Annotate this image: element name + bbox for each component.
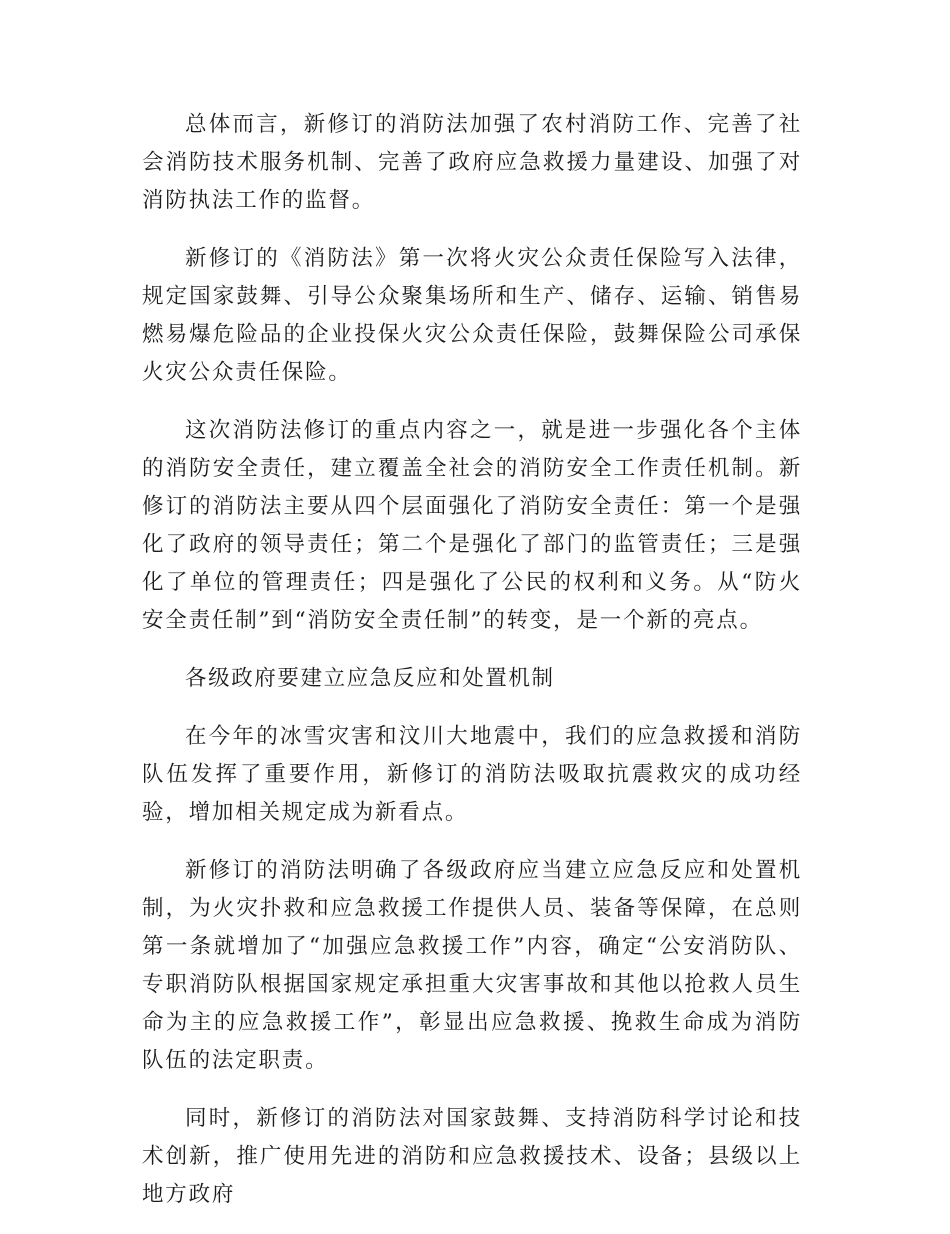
paragraph-summary: 总体而言，新修订的消防法加强了农村消防工作、完善了社会消防技术服务机制、完善了政府应急救援力量建设、加强了对消防执法工作的监督。 bbox=[142, 112, 802, 213]
paragraph-disaster-experience: 在今年的冰雪灾害和汶川大地震中，我们的应急救援和消防队伍发挥了重要作用，新修订的消防法吸取抗震救灾的成功经验，增加相关规定成为新看点。 bbox=[142, 724, 802, 825]
section-heading: 各级政府要建立应急反应和处置机制 bbox=[185, 666, 555, 691]
paragraph-technology-innovation: 同时，新修订的消防法对国家鼓舞、支持消防科学讨论和技术创新，推广使用先进的消防和应急救援技术、设备；县级以上地方政府 bbox=[142, 1106, 802, 1207]
paragraph-liability-insurance: 新修订的《消防法》第一次将火灾公众责任保险写入法律，规定国家鼓舞、引导公众聚集场所和生产、储存、运输、销售易燃易爆危险品的企业投保火灾公众责任保险，鼓舞保险公司承保火灾公众责任保险。 bbox=[142, 246, 802, 385]
paragraph-safety-responsibility: 这次消防法修订的重点内容之一，就是进一步强化各个主体的消防安全责任，建立覆盖全社会的消防安全工作责任机制。新修订的消防法主要从四个层面强化了消防安全责任：第一个是强化了政府的领导责任；第二个是强化了部门的监管责任；三是强化了单位的管理责任；四是强化了公民的权利和义务。从“防火安全责任制”到“消防安全责任制”的转变，是一个新的亮点。 bbox=[142, 418, 802, 633]
document-body bbox=[142, 106, 802, 1234]
paragraph-emergency-mechanism: 新修订的消防法明确了各级政府应当建立应急反应和处置机制，为火灾扑救和应急救援工作提供人员、装备等保障，在总则第一条就增加了“加强应急救援工作”内容，确定“公安消防队、专职消防队根据国家规定承担重大灾害事故和其他以抢救人员生命为主的应急救援工作”，彰显出应急救援、挽救生命成为消防队伍的法定职责。 bbox=[142, 858, 802, 1073]
